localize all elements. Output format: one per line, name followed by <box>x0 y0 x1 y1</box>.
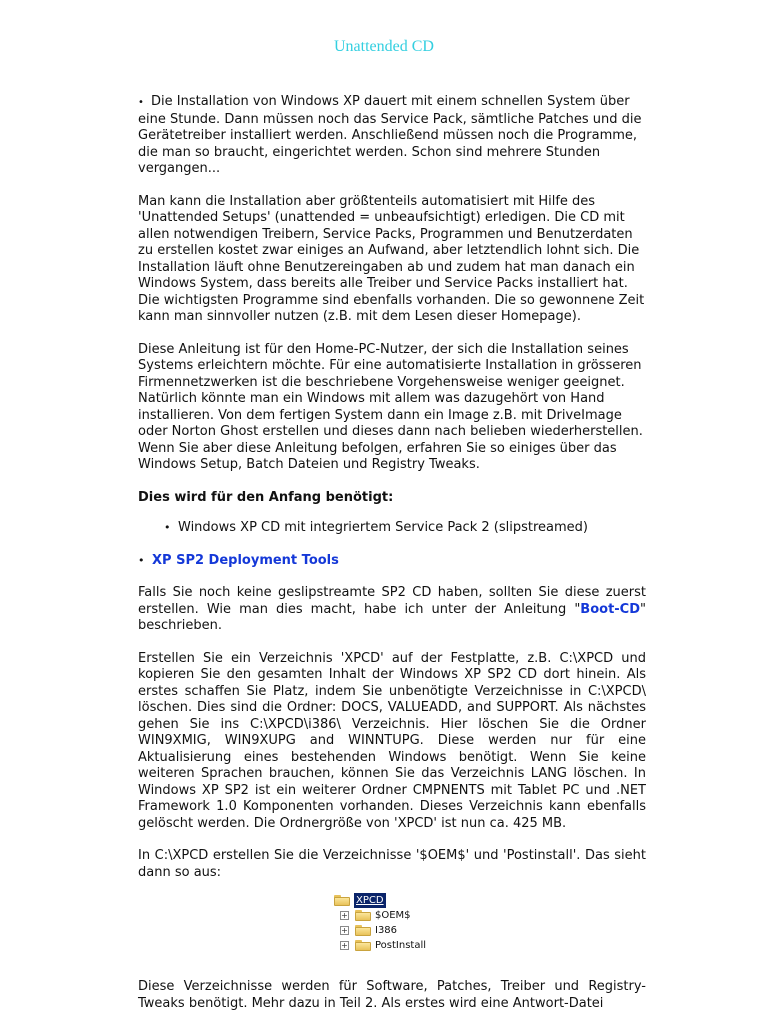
folders-purpose-paragraph: Diese Verzeichnisse werden für Software, Patches, Treiber und Registry-Tweaks benötigt. Mehr dazu in Teil 2. Als erstes wird eine Antwort-Datei <box>138 979 646 1011</box>
expand-plus-icon[interactable]: + <box>341 911 348 920</box>
folder-icon <box>355 925 371 936</box>
create-folders-paragraph: In C:\XPCD erstellen Sie die Verzeichnisse '$OEM$' und 'Postinstall'. Das sieht dann so aus: <box>138 848 646 880</box>
intro-paragraph <box>138 94 646 178</box>
xpcd-directory-paragraph: Erstellen Sie ein Verzeichnis 'XPCD' auf der Festplatte, z.B. C:\XPCD und kopieren Sie den gesamten Inhalt der Windows XP SP2 CD dort hinein. Als erstes schaffen Sie Platz, indem Sie unbenötigte Verzeichnisse in C:\XPCD\ löschen. Dies sind die Ordner: DOCS, VALUEADD, and SUPPORT. Als nächstes gehen Sie ins C:\XPCD\i386\ Verzeichnis. Hier löschen Sie die Ordner WIN9XMIG, WIN9XUPG and WINNTUPG. Diese werden nur für eine Aktualisierung eines bestehenden Windows benötigt. Wenn Sie keine weiteren Sprachen brauchen, können Sie das Verzeichnis LANG löschen. In Windows XP SP2 ist ein weiterer Ordner CMPNENTS mit Tablet PC und .NET Framework 1.0 Komponenten vorhanden. Dieses Verzeichnis kann ebenfalls gelöscht werden. Die Ordnergröße von 'XPCD' ist nun ca. 425 MB. <box>138 650 646 831</box>
tree-root-label: XPCD <box>356 895 384 906</box>
folder-open-icon <box>334 895 350 906</box>
expand-plus-icon[interactable]: + <box>341 941 348 950</box>
tree-root-row[interactable] <box>334 893 386 908</box>
boot-cd-link[interactable]: Boot-CD <box>580 601 641 617</box>
expand-plus-icon[interactable]: + <box>341 926 348 935</box>
folder-icon <box>355 910 371 921</box>
page-header-title: Unattended CD <box>334 38 434 55</box>
tree-item-oem[interactable] <box>340 908 411 923</box>
bullet-icon: • <box>138 97 144 108</box>
tree-item-label: I386 <box>375 925 398 936</box>
tree-item-i386[interactable] <box>340 923 397 938</box>
audience-paragraph: Diese Anleitung ist für den Home-PC-Nutzer, der sich die Installation seines Systems erleichtern möchte. Für eine automatisierte Installation in grösseren Firmennetzwerken ist die beschriebene Vorgehensweise weniger geeignet. Natürlich könnte man ein Windows mit allem was dazugehört von Hand installieren. Von dem fertigen System dann ein Image z.B. mit DriveImage oder Norton Ghost erstellen und dieses dann nach belieben wiederherstellen. Wenn Sie aber diese Anleitung befolgen, erfahren Sie so einiges über das Windows Setup, Batch Dateien und Registry Tweaks. <box>138 341 643 472</box>
folder-icon <box>355 940 371 951</box>
folder-tree-image <box>334 893 484 957</box>
deployment-tools-item <box>138 553 646 570</box>
tree-item-postinstall[interactable] <box>340 938 426 953</box>
intro-text: Die Installation von Windows XP dauert mit einem schnellen System über eine Stunde. Dann müssen noch das Service Pack, sämtliche Patches und die Gerätetreiber installiert werden. Anschließend müssen noch die Programme, die man so braucht, eingerichtet werden. Schon sind mehrere Stunden vergangen... <box>138 94 642 176</box>
article-body <box>138 94 646 1028</box>
tree-item-label: PostInstall <box>375 940 427 951</box>
requirements-heading: Dies wird für den Anfang benötigt: <box>138 489 394 505</box>
tree-item-label: $OEM$ <box>375 910 411 921</box>
requirements-list <box>138 520 646 537</box>
deployment-tools-link[interactable]: XP SP2 Deployment Tools <box>152 552 339 568</box>
slipstream-text-before: Falls Sie noch keine geslipstreamte SP2 CD haben, sollten Sie diese zuerst erstellen. Wie man dies macht, habe ich unter der Anleitung " <box>138 585 646 617</box>
requirement-item: • Windows XP CD mit integriertem Service Pack 2 (slipstreamed) <box>178 520 646 537</box>
unattended-setup-paragraph: Man kann die Installation aber größtenteils automatisiert mit Hilfe des 'Unattended Setups' (unattended = unbeaufsichtigt) erledigen. Die CD mit allen notwendigen Treibern, Service Packs, Programmen und Benutzerdaten zu erstellen kostet zwar einiges an Aufwand, aber letztendlich lohnt sich. Die Installation läuft ohne Benutzereingaben ab und zudem hat man danach ein Windows System, dass bereits alle Treiber und Service Packs installiert hat. Die wichtigsten Programme sind ebenfalls vorhanden. Die so gewonnene Zeit kann man sinnvoller nutzen (z.B. mit dem Lesen dieser Homepage). <box>138 193 645 324</box>
slipstream-paragraph <box>138 585 646 635</box>
slipstream-text-after: " beschrieben. <box>138 601 646 633</box>
